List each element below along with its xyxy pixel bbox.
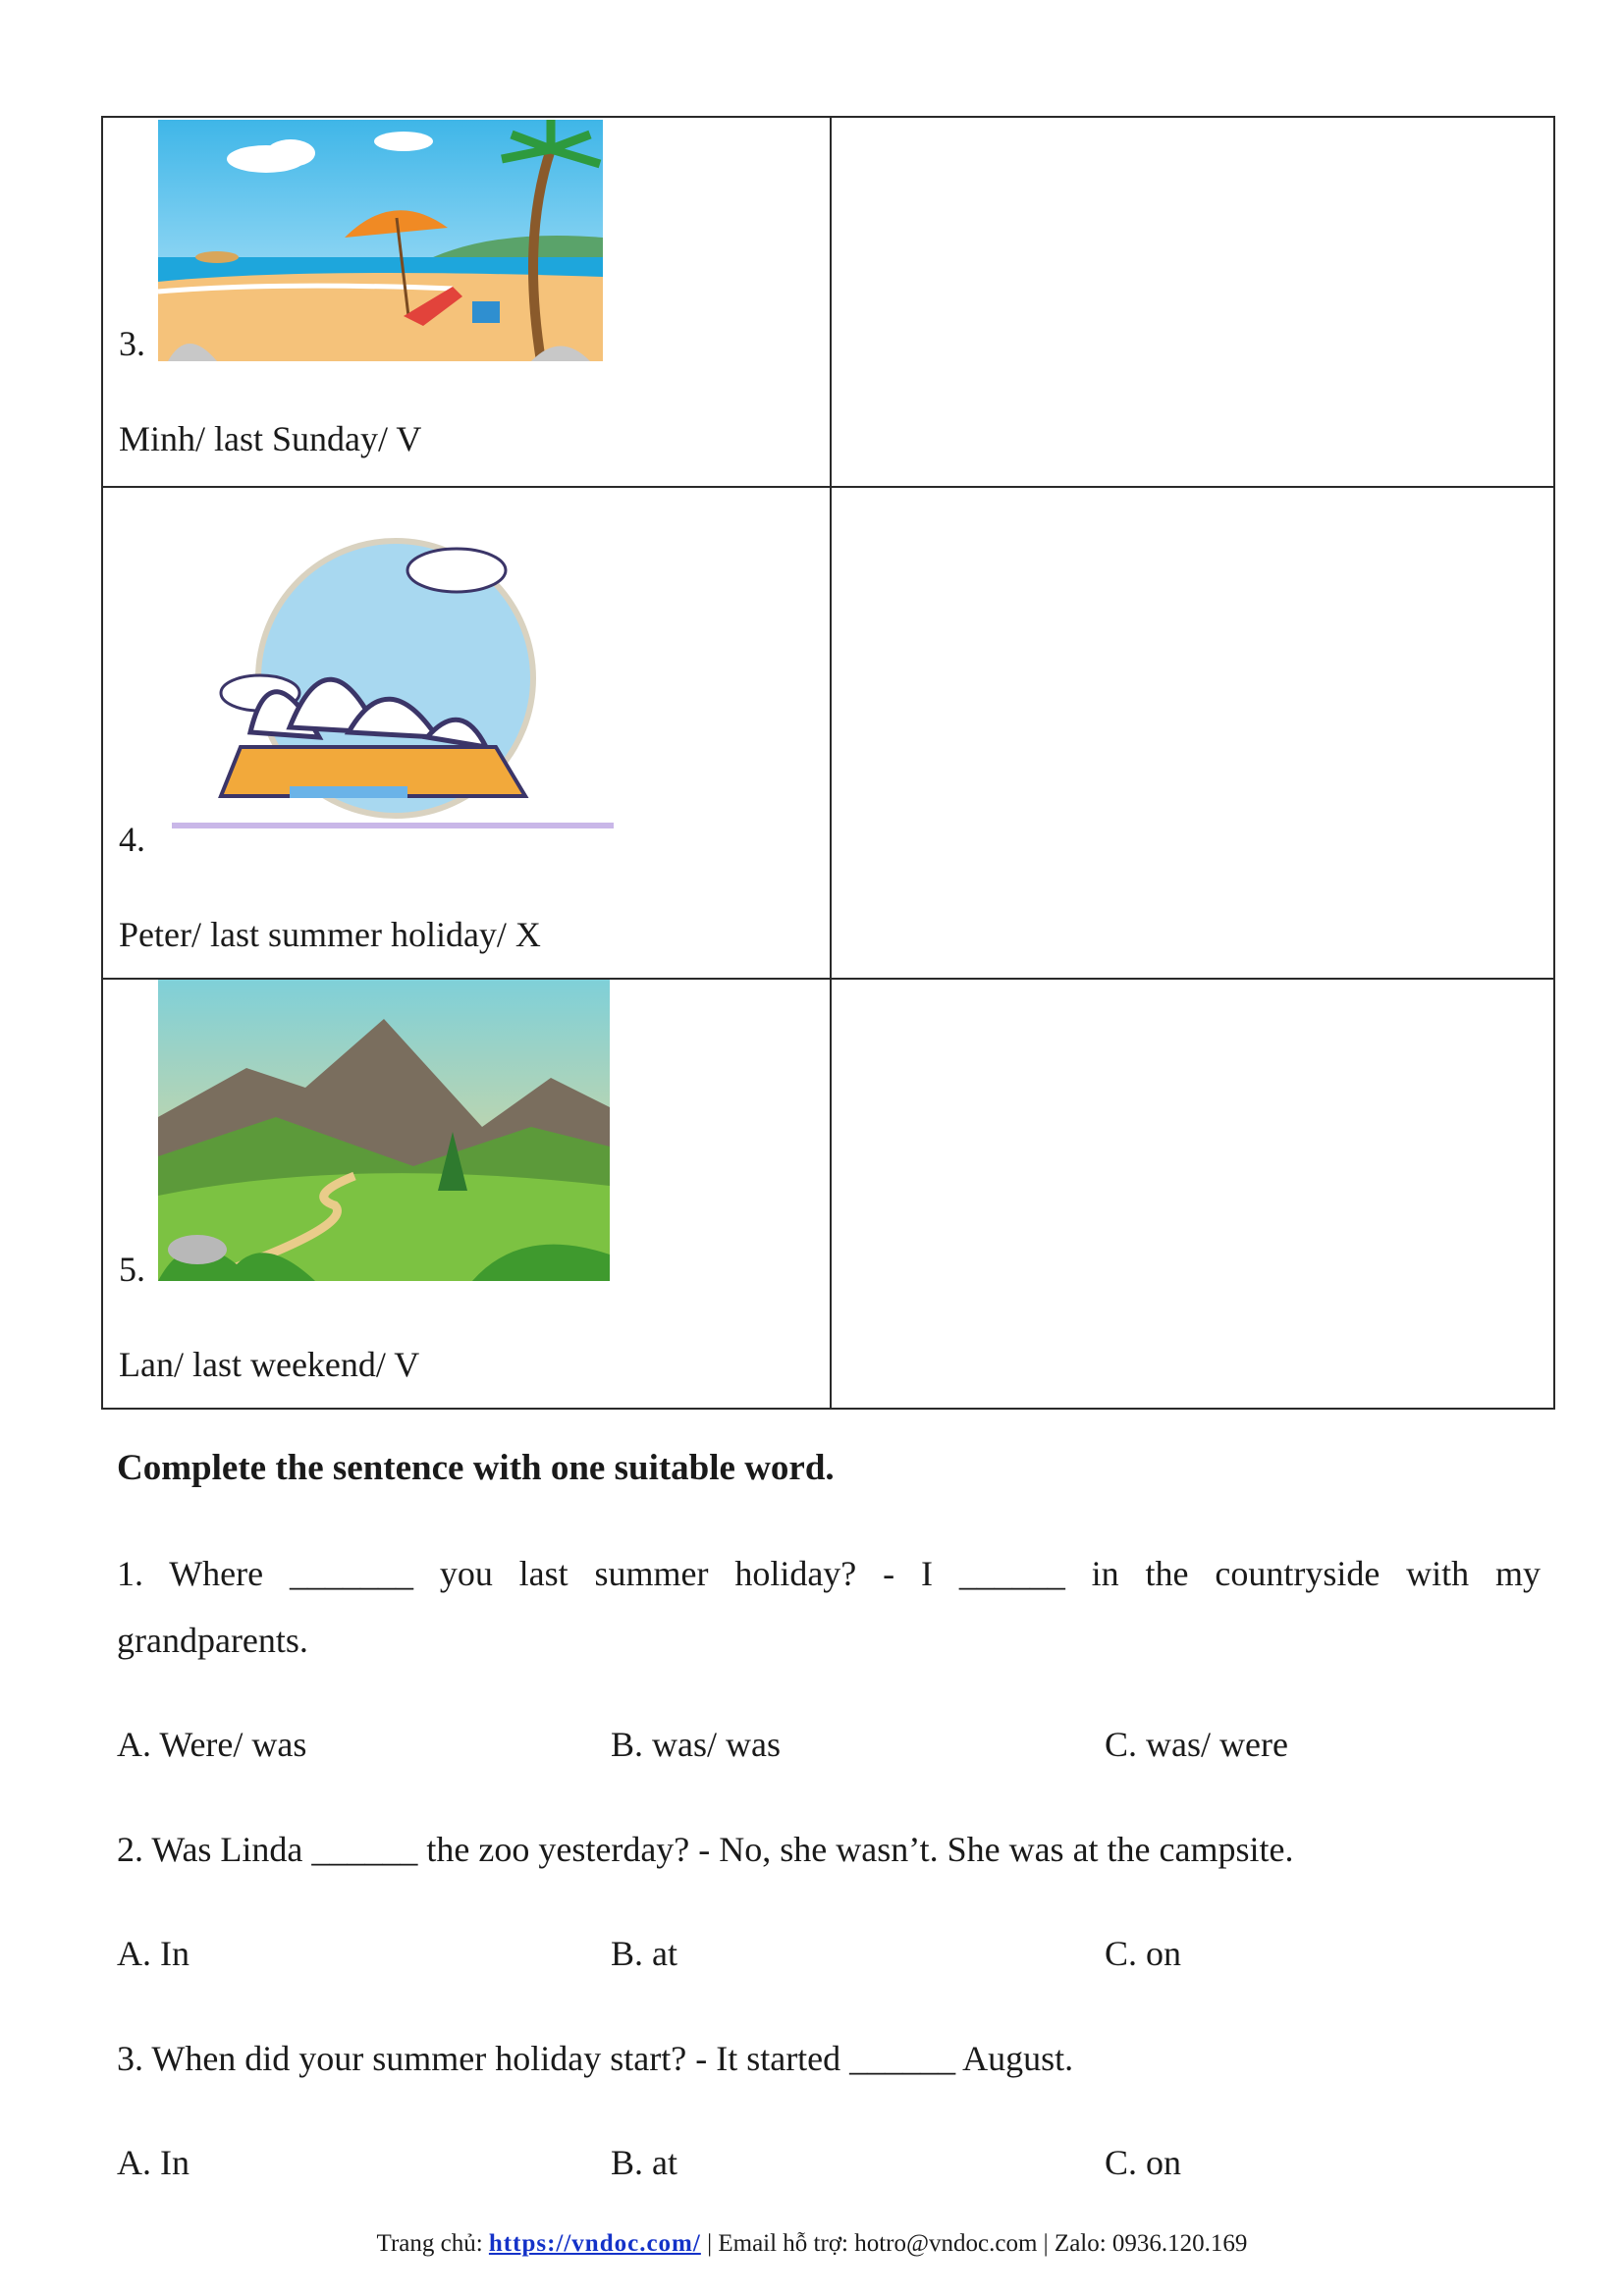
- answer-cell[interactable]: [831, 117, 1554, 487]
- q1-option-b[interactable]: B. was/ was: [611, 1725, 781, 1764]
- q2-option-a[interactable]: A. In: [117, 1934, 189, 1973]
- page-footer: [0, 2230, 1624, 2258]
- table-row: [102, 487, 831, 979]
- footer-home-link[interactable]: https://vndoc.com/: [488, 2230, 701, 2257]
- q1-option-c[interactable]: C. was/ were: [1105, 1725, 1288, 1764]
- row-number: 4.: [119, 820, 145, 859]
- q3-option-c[interactable]: C. on: [1105, 2143, 1182, 2182]
- mountain-scene-image: [158, 980, 610, 1281]
- q1-word: I: [920, 1554, 933, 1593]
- question-2: 2. Was Linda ______ the zoo yesterday? - No, she wasn’t. She was at the campsite.: [117, 1830, 1294, 1869]
- table-row: [102, 979, 831, 1409]
- question-1-line-1: [117, 1553, 1541, 1594]
- q1-word: in: [1091, 1554, 1119, 1593]
- q1-blank[interactable]: ______: [958, 1554, 1065, 1593]
- q1-option-a[interactable]: A. Were/ was: [117, 1725, 307, 1764]
- q1-word: my: [1495, 1554, 1542, 1593]
- q1-word: with: [1406, 1554, 1470, 1593]
- row-number: 5.: [119, 1250, 145, 1289]
- answer-cell[interactable]: [831, 979, 1554, 1409]
- q1-word: -: [883, 1554, 895, 1593]
- footer-contact-text: | Email hỗ trợ: hotro@vndoc.com | Zalo: 0936.120.169: [700, 2230, 1248, 2257]
- q1-word: 1. Where: [117, 1554, 264, 1593]
- q2-option-c[interactable]: C. on: [1105, 1934, 1182, 1973]
- row-prompt: Minh/ last Sunday/ V: [119, 419, 422, 458]
- exercise-table: [101, 116, 1555, 1410]
- q2-option-b[interactable]: B. at: [611, 1934, 677, 1973]
- q1-word: the: [1145, 1554, 1189, 1593]
- q1-word: countryside: [1215, 1554, 1380, 1593]
- q3-option-a[interactable]: A. In: [117, 2143, 189, 2182]
- q3-option-b[interactable]: B. at: [611, 2143, 677, 2182]
- answer-cell[interactable]: [831, 487, 1554, 979]
- row-number: 3.: [119, 324, 145, 363]
- question-3: 3. When did your summer holiday start? - It started ______ August.: [117, 2039, 1074, 2078]
- row-prompt: Peter/ last summer holiday/ X: [119, 915, 541, 954]
- q1-word: summer: [594, 1554, 709, 1593]
- opera-house-scene-image: [162, 492, 614, 845]
- q1-word: holiday?: [734, 1554, 857, 1593]
- footer-home-label: Trang chủ:: [376, 2230, 489, 2257]
- section-title: Complete the sentence with one suitable word.: [117, 1448, 835, 1488]
- q1-blank[interactable]: _______: [289, 1554, 413, 1593]
- row-prompt: Lan/ last weekend/ V: [119, 1345, 420, 1384]
- q1-word: last: [518, 1554, 568, 1593]
- question-1-line-2: grandparents.: [117, 1621, 308, 1660]
- table-row: [102, 117, 831, 487]
- q1-word: you: [439, 1554, 493, 1593]
- beach-scene-image: [158, 120, 603, 361]
